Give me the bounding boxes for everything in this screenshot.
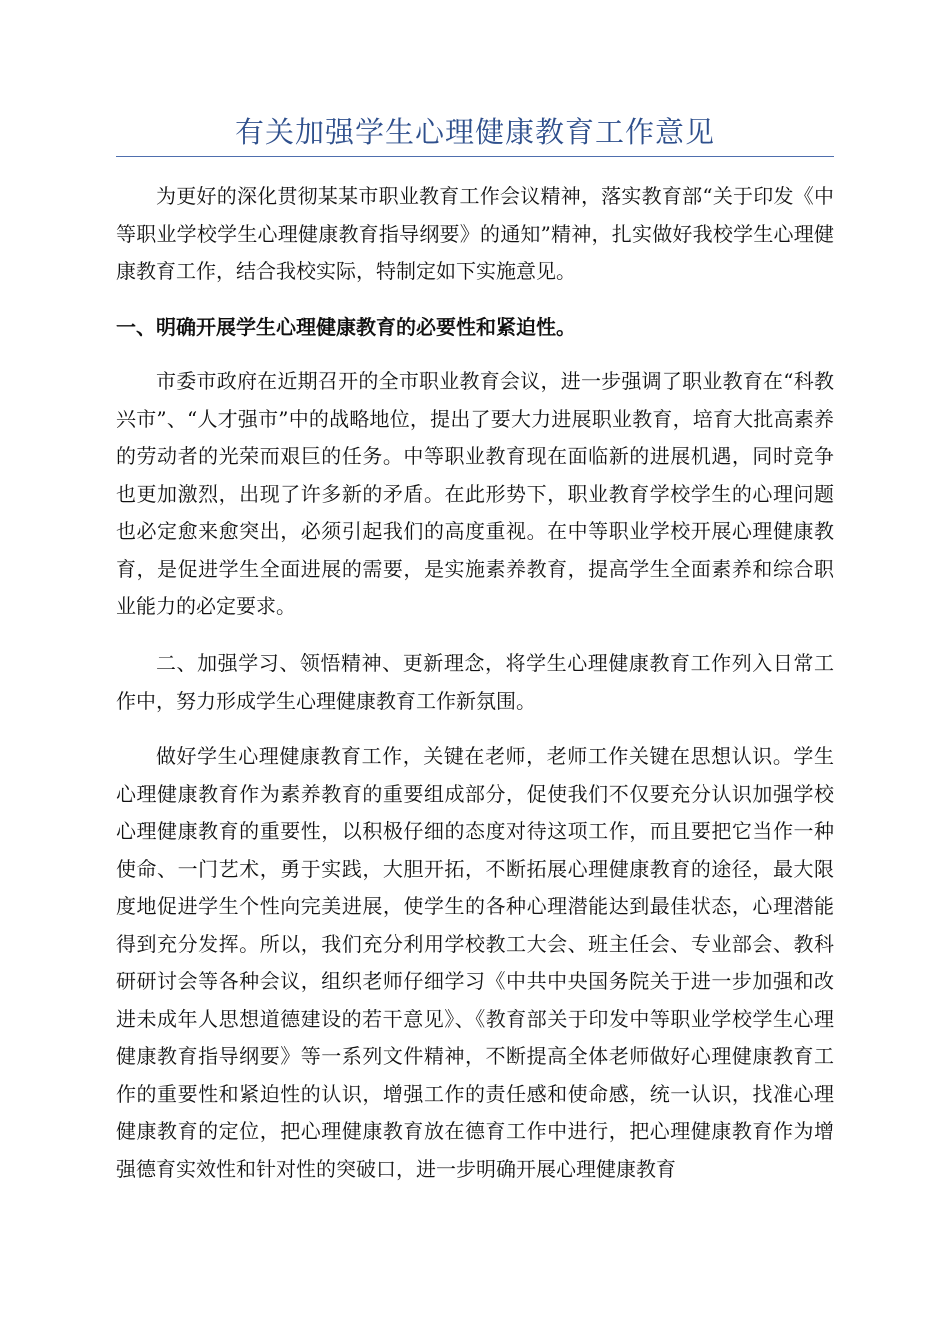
- paragraph-section-1: 市委市政府在近期召开的全市职业教育会议，进一步强调了职业教育在“科教兴市”、“人才强市”中的战略地位，提出了要大力进展职业教育，培育大批高素养的劳动者的光荣而艰巨的任务。中等职业教育现在面临新的进展机遇，同时竞争也更加激烈，出现了许多新的矛盾。在此形势下，职业教育学校学生的心理问题也必定愈来愈突出，必须引起我们的高度重视。在中等职业学校开展心理健康教育，是促进学生全面进展的需要，是实施素养教育，提高学生全面素养和综合职业能力的必定要求。: [116, 369, 834, 618]
- document-title: 有关加强学生心理健康教育工作意见: [234, 115, 715, 149]
- paragraph-section-2-heading: 二、加强学习、领悟精神、更新理念，将学生心理健康教育工作列入日常工作中，努力形成学生心理健康教育工作新氛围。: [116, 651, 834, 713]
- paragraph-intro: 为更好的深化贯彻某某市职业教育工作会议精神，落实教育部“关于印发《中等职业学校学生心理健康教育指导纲要》的通知”精神，扎实做好我校学生心理健康教育工作，结合我校实际，特制定如下实施意见。: [116, 184, 834, 283]
- paragraph-section-2-body: 做好学生心理健康教育工作，关键在老师，老师工作关键在思想认识。学生心理健康教育作为素养教育的重要组成部分，促使我们不仅要充分认识加强学校心理健康教育的重要性，以积极仔细的态度对待这项工作，而且要把它当作一种使命、一门艺术，勇于实践，大胆开拓，不断拓展心理健康教育的途径，最大限度地促进学生个性向完美进展，使学生的各种心理潜能达到最佳状态，心理潜能得到充分发挥。所以，我们充分利用学校教工大会、班主任会、专业部会、教科研研讨会等各种会议，组织老师仔细学习《中共中央国务院关于进一步加强和改进未成年人思想道德建设的若干意见》、《教育部关于印发中等职业学校学生心理健康教育指导纲要》等一系列文件精神，不断提高全体老师做好心理健康教育工作的重要性和紧迫性的认识，增强工作的责任感和使命感，统一认识，找准心理健康教育的定位，把心理健康教育放在德育工作中进行，把心理健康教育作为增强德育实效性和针对性的突破口，进一步明确开展心理健康教育: [116, 744, 834, 1181]
- section-heading-1: 一、明确开展学生心理健康教育的必要性和紧迫性。: [116, 315, 576, 339]
- title-underline: [116, 156, 834, 157]
